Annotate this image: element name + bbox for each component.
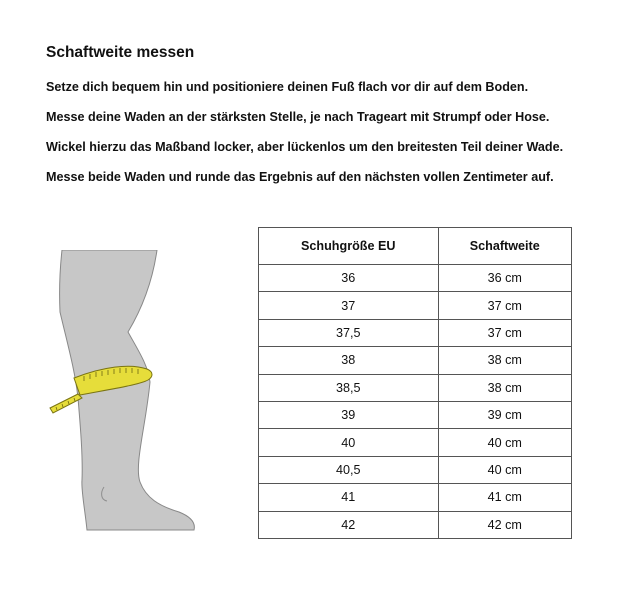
table-row	[259, 347, 572, 374]
shaft-width-cell: 37 cm	[438, 292, 572, 319]
table-row	[259, 292, 572, 319]
shoe-size-cell: 37	[259, 292, 439, 319]
instruction-3: Wickel hierzu das Maßband locker, aber lückenlos um den breitesten Teil deiner Wade.	[46, 140, 564, 154]
leg-with-measuring-tape-icon	[44, 250, 214, 540]
table-row	[259, 319, 572, 346]
shoe-size-cell: 40	[259, 429, 439, 456]
table-row	[259, 265, 572, 292]
instruction-2: Messe deine Waden an der stärksten Stelle, je nach Trageart mit Strumpf oder Hose.	[46, 110, 550, 124]
size-table	[258, 227, 572, 539]
shoe-size-cell: 39	[259, 401, 439, 428]
table-row	[259, 401, 572, 428]
shoe-size-cell: 38	[259, 347, 439, 374]
shaft-width-cell: 40 cm	[438, 456, 572, 483]
table-row	[259, 456, 572, 483]
shaft-width-cell: 37 cm	[438, 319, 572, 346]
shaft-width-cell: 42 cm	[438, 511, 572, 538]
shoe-size-cell: 42	[259, 511, 439, 538]
shaft-width-cell: 36 cm	[438, 265, 572, 292]
shoe-size-cell: 36	[259, 265, 439, 292]
table-header-row	[259, 228, 572, 265]
shoe-size-cell: 38,5	[259, 374, 439, 401]
header-shaft-width: Schaftweite	[438, 228, 572, 265]
shoe-size-cell: 37,5	[259, 319, 439, 346]
shoe-size-cell: 41	[259, 484, 439, 511]
page-title: Schaftweite messen	[46, 44, 195, 61]
shaft-width-cell: 40 cm	[438, 429, 572, 456]
table-row	[259, 484, 572, 511]
instruction-4: Messe beide Waden und runde das Ergebnis auf den nächsten vollen Zentimeter auf.	[46, 170, 554, 184]
shaft-width-cell: 39 cm	[438, 401, 572, 428]
header-shoe-size: Schuhgröße EU	[259, 228, 439, 265]
shaft-width-cell: 38 cm	[438, 347, 572, 374]
table-row	[259, 374, 572, 401]
table-row	[259, 429, 572, 456]
table-row	[259, 511, 572, 538]
instruction-1: Setze dich bequem hin und positioniere deinen Fuß flach vor dir auf dem Boden.	[46, 80, 529, 94]
shaft-width-cell: 38 cm	[438, 374, 572, 401]
shaft-width-cell: 41 cm	[438, 484, 572, 511]
shoe-size-cell: 40,5	[259, 456, 439, 483]
